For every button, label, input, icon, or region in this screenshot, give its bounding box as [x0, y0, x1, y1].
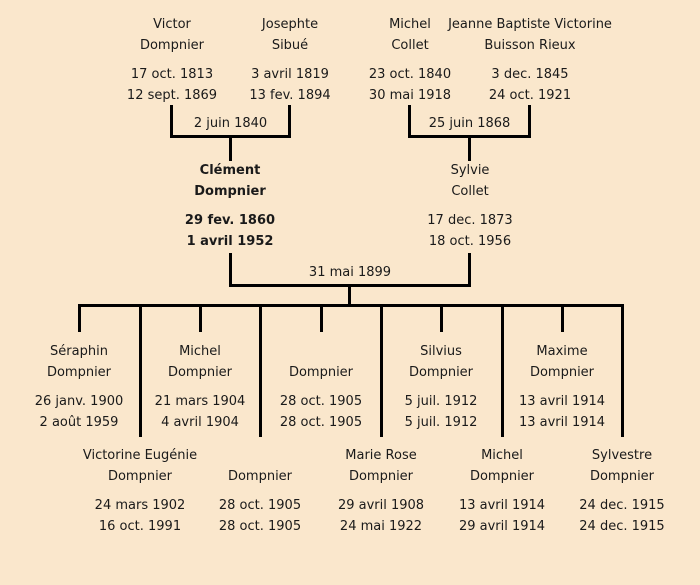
death-date: 4 avril 1904	[161, 415, 239, 430]
person-surname: Sibué	[271, 38, 309, 53]
death-date: 28 oct. 1905	[279, 415, 363, 430]
connector-line	[561, 304, 564, 332]
person-surname: Dompnier	[194, 184, 266, 199]
birth-date: 17 oct. 1813	[130, 67, 214, 82]
person-surname: Dompnier	[529, 365, 595, 380]
person-sylvie-collet	[370, 160, 570, 252]
person-maxime-dompnier	[503, 341, 621, 433]
person-name: Sylvestre	[591, 448, 653, 463]
marriage-date-label: 2 juin 1840	[193, 116, 268, 131]
person-surname: Dompnier	[46, 365, 112, 380]
death-date: 13 avril 1914	[518, 415, 606, 430]
person-name: Jeanne Baptiste Victorine	[448, 17, 612, 32]
birth-date: 3 dec. 1845	[491, 67, 569, 82]
person-sylvestre-dompnier	[563, 445, 681, 537]
birth-date: 28 oct. 1905	[218, 498, 302, 513]
birth-date: 21 mars 1904	[154, 394, 246, 409]
person-name	[262, 341, 380, 362]
person-surname: Dompnier	[408, 365, 474, 380]
person-name: Michel	[179, 344, 221, 359]
person-surname: Dompnier	[139, 38, 205, 53]
death-date: 12 sept. 1869	[126, 88, 218, 103]
person-name: Séraphin	[50, 344, 108, 359]
person-name: Maxime	[536, 344, 588, 359]
death-date: 24 oct. 1921	[488, 88, 572, 103]
person-jeanne-buisson-rieux	[430, 14, 630, 106]
person-surname: Dompnier	[167, 365, 233, 380]
connector-line	[468, 135, 471, 161]
birth-date: 24 dec. 1915	[579, 498, 665, 513]
person-dompnier-infant-1	[262, 341, 380, 433]
person-surname: Collet	[451, 184, 489, 199]
death-date: 29 avril 1914	[458, 519, 546, 534]
person-name: Marie Rose	[345, 448, 417, 463]
person-michel-dompnier-1904	[141, 341, 259, 433]
person-name: Clément	[199, 163, 261, 178]
connector-line	[229, 135, 232, 161]
connector-line	[78, 304, 81, 332]
connector-line	[199, 304, 202, 332]
person-surname: Dompnier	[107, 469, 173, 484]
death-date: 24 mai 1922	[339, 519, 423, 534]
connector-line	[78, 304, 624, 307]
birth-date: 13 avril 1914	[518, 394, 606, 409]
birth-date: 24 mars 1902	[94, 498, 186, 513]
person-clement-dompnier	[130, 160, 330, 252]
death-date: 5 juil. 1912	[404, 415, 478, 430]
person-dompnier-infant-2	[201, 445, 319, 537]
person-surname: Dompnier	[469, 469, 535, 484]
death-date: 13 fev. 1894	[249, 88, 331, 103]
death-date: 18 oct. 1956	[428, 234, 512, 249]
person-victorine-eugenie-dompnier	[81, 445, 199, 537]
birth-date: 17 dec. 1873	[427, 213, 513, 228]
person-name: Michel	[481, 448, 523, 463]
person-surname: Dompnier	[227, 469, 293, 484]
person-name: Victorine Eugénie	[82, 448, 198, 463]
connector-line	[320, 304, 323, 332]
person-name	[201, 445, 319, 466]
person-michel-dompnier-1914	[443, 445, 561, 537]
marriage-date-label: 25 juin 1868	[428, 116, 511, 131]
marriage-date-label: 31 mai 1899	[308, 265, 392, 280]
person-silvius-dompnier	[382, 341, 500, 433]
person-name: Sylvie	[450, 163, 490, 178]
birth-date: 23 oct. 1840	[368, 67, 452, 82]
person-surname: Dompnier	[589, 469, 655, 484]
connector-line	[440, 304, 443, 332]
person-seraphin-dompnier	[20, 341, 138, 433]
birth-date: 5 juil. 1912	[404, 394, 478, 409]
death-date: 30 mai 1918	[368, 88, 452, 103]
person-surname: Collet	[391, 38, 429, 53]
death-date: 16 oct. 1991	[98, 519, 182, 534]
person-surname: Buisson Rieux	[484, 38, 576, 53]
birth-date: 13 avril 1914	[458, 498, 546, 513]
birth-date: 29 avril 1908	[337, 498, 425, 513]
person-name: Josephte	[261, 17, 319, 32]
death-date: 28 oct. 1905	[218, 519, 302, 534]
death-date: 2 août 1959	[39, 415, 119, 430]
person-name: Michel	[389, 17, 431, 32]
birth-date: 28 oct. 1905	[279, 394, 363, 409]
death-date: 24 dec. 1915	[579, 519, 665, 534]
birth-date: 29 fev. 1860	[184, 213, 276, 228]
birth-date: 26 janv. 1900	[34, 394, 124, 409]
person-surname: Dompnier	[348, 469, 414, 484]
death-date: 1 avril 1952	[186, 234, 274, 249]
birth-date: 3 avril 1819	[251, 67, 329, 82]
connector-line	[621, 304, 624, 437]
person-marie-rose-dompnier	[322, 445, 440, 537]
person-name: Victor	[153, 17, 191, 32]
person-name: Silvius	[420, 344, 462, 359]
person-surname: Dompnier	[288, 365, 354, 380]
